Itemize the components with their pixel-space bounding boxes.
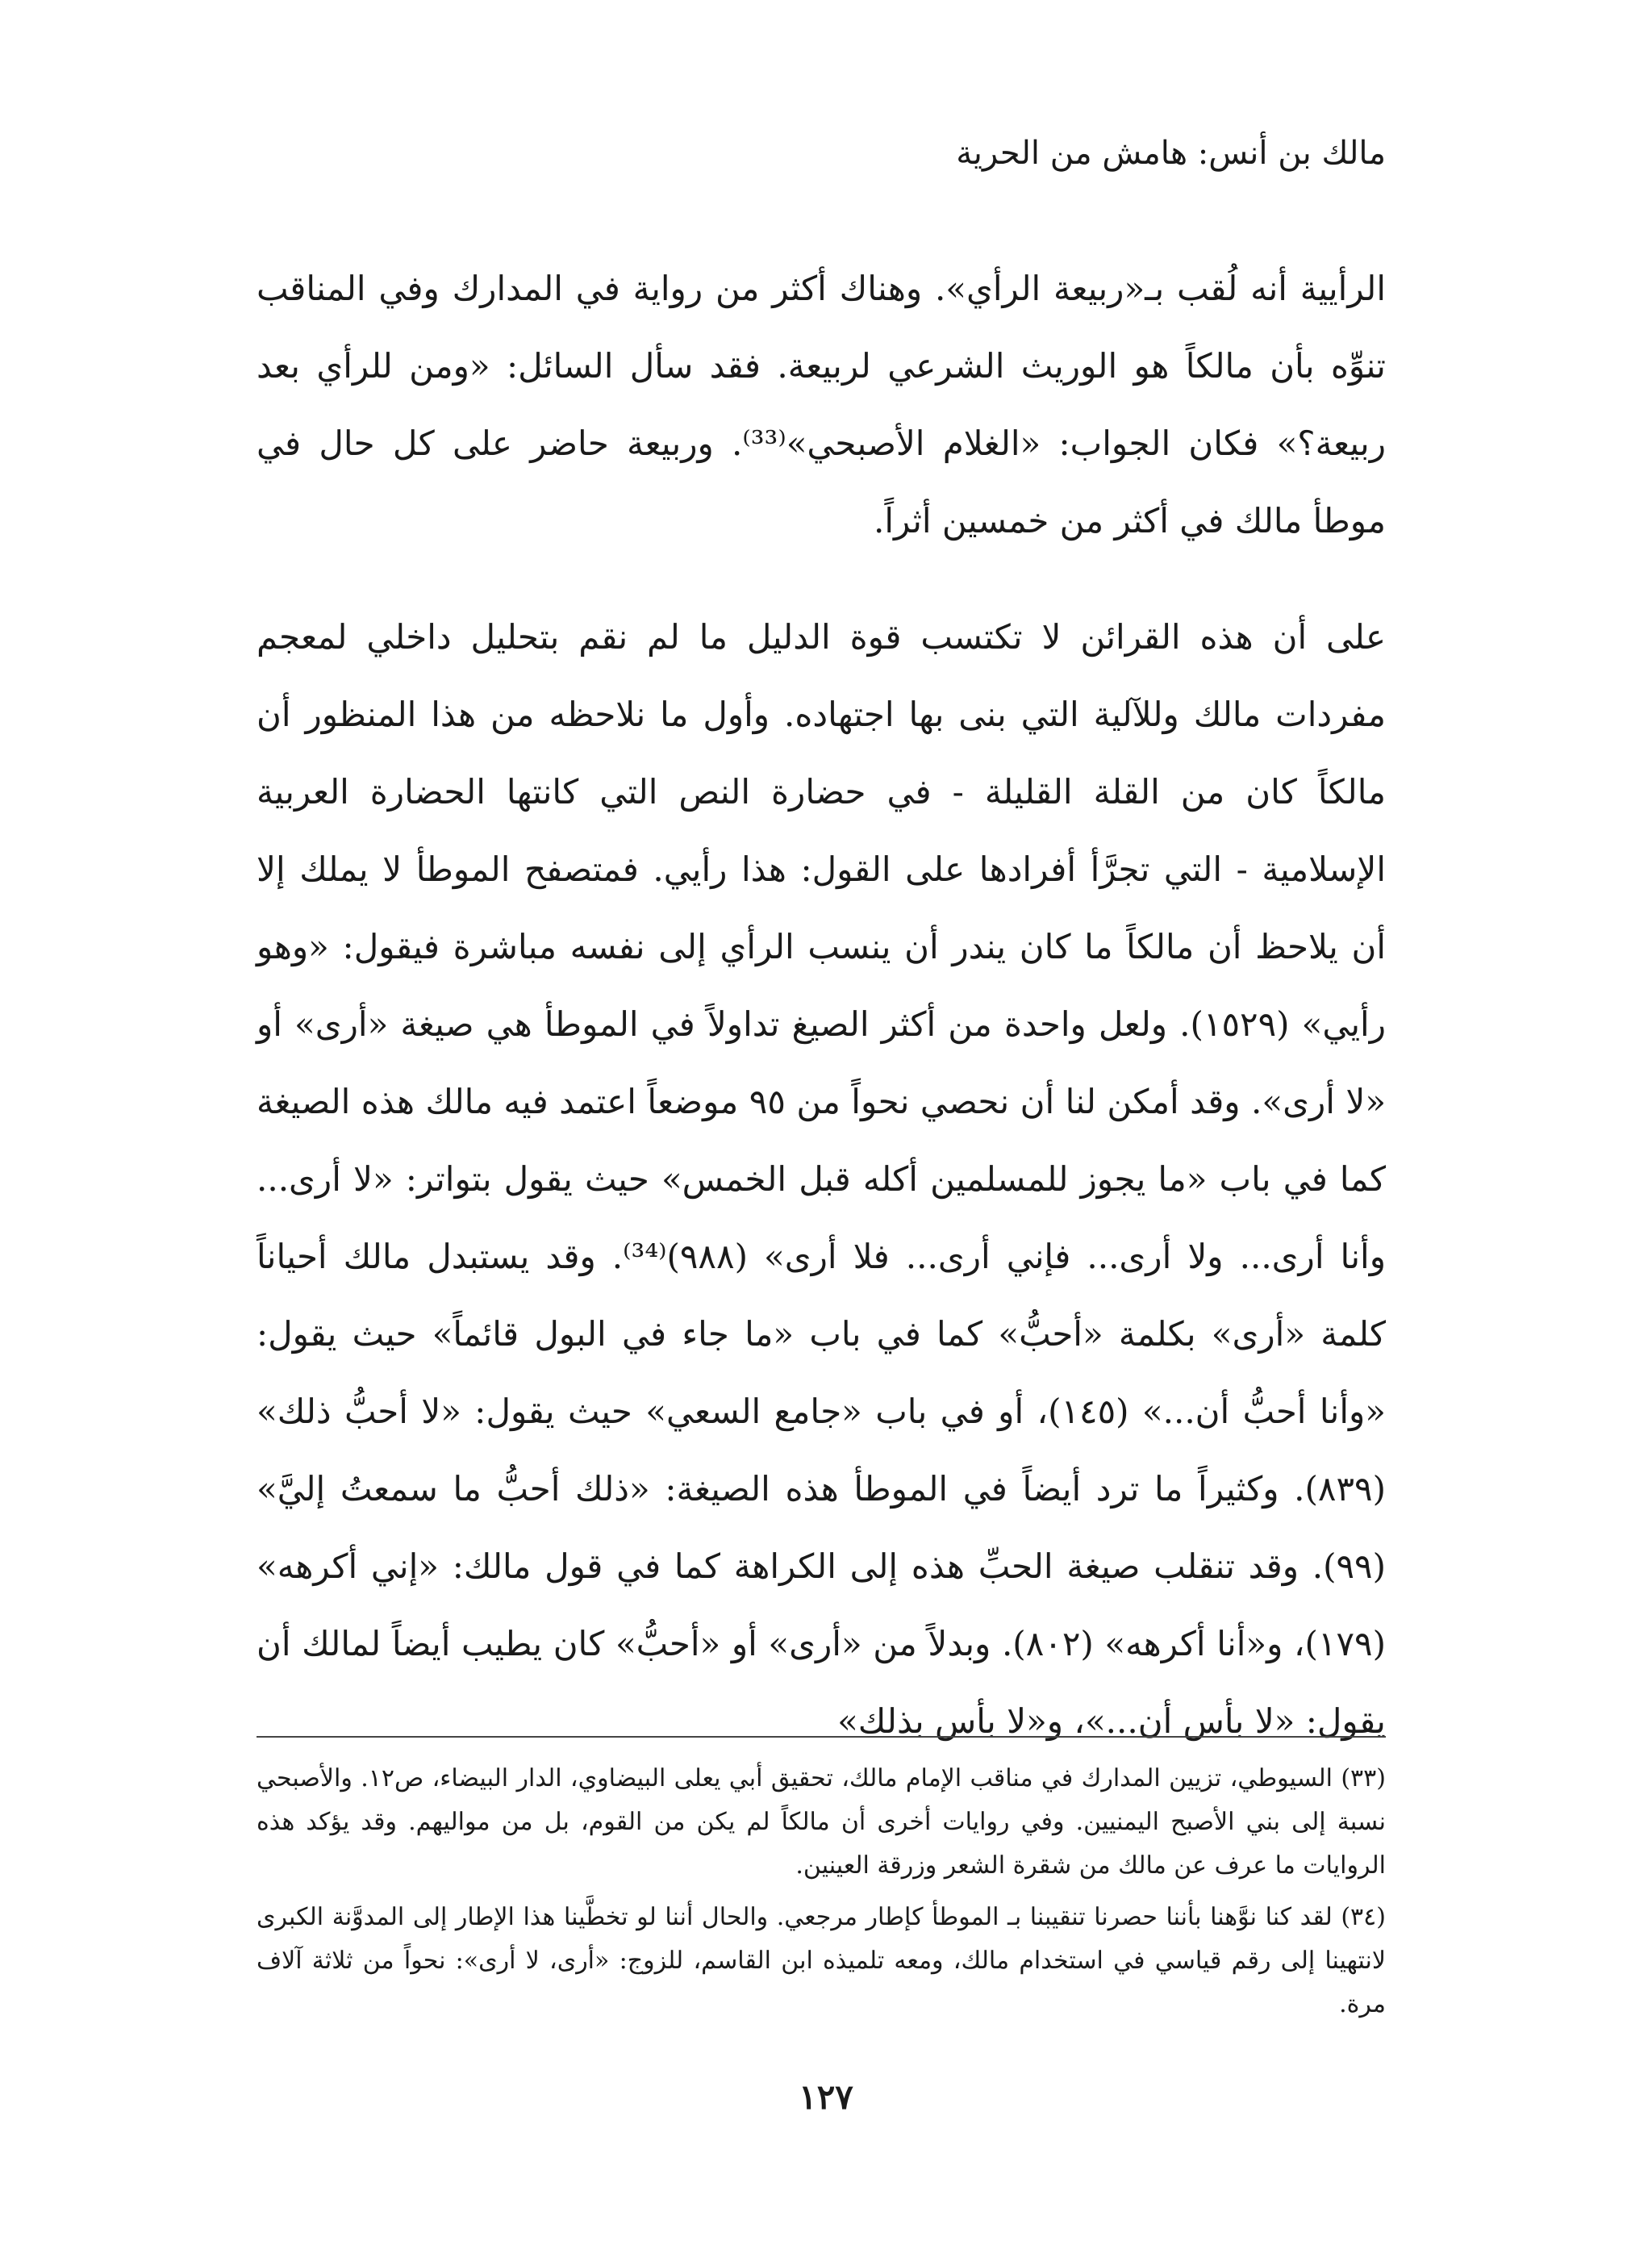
body-text bbox=[257, 250, 1386, 1760]
running-header: مالك بن أنس: هامش من الحرية bbox=[956, 135, 1386, 172]
footnotes bbox=[257, 1757, 1386, 2026]
paragraph-1: الرأيية أنه لُقب بـ«ربيعة الرأي». وهناك أكثر من رواية في المدارك وفي المناقب تنوِّه بأن مالكاً هو الوريث الشرعي لربيعة. فقد سأل السائل: «ومن للرأي بعد ربيعة؟» فكان الجواب: «الغلام الأصبحي»⁽³³⁾. وربيعة حاضر على كل حال في موطأ مالك في أكثر من خمسين أثراً. bbox=[257, 269, 1386, 540]
footnote-34: (٣٤) لقد كنا نوَّهنا بأننا حصرنا تنقيبنا بـ الموطأ كإطار مرجعي. والحال أننا لو تخطَّينا هذا الإطار إلى المدوَّنة الكبرى لانتهينا إلى رقم قياسي في استخدام مالك، ومعه تلميذه ابن القاسم، للزوج: «أرى، لا أرى»: نحواً من ثلاثة آلاف مرة. bbox=[257, 1903, 1386, 2018]
paragraph-2: على أن هذه القرائن لا تكتسب قوة الدليل ما لم نقم بتحليل داخلي لمعجم مفردات مالك وللآلية التي بنى بها اجتهاده. وأول ما نلاحظه من هذا المنظور أن مالكاً كان من القلة القليلة - في حضارة النص التي كانتها الحضارة العربية الإسلامية - التي تجرَّأ أفرادها على القول: هذا رأيي. فمتصفح الموطأ لا يملك إلا أن يلاحظ أن مالكاً ما كان يندر أن ينسب الرأي إلى نفسه مباشرة فيقول: «وهو رأيي» (١٥٢٩). ولعل واحدة من أكثر الصيغ تداولاً في الموطأ هي صيغة «أرى» أو «لا أرى». وقد أمكن لنا أن نحصي نحواً من ٩٥ موضعاً اعتمد فيه مالك هذه الصيغة كما في باب «ما يجوز للمسلمين أكله قبل الخمس» حيث يقول بتواتر: «لا أرى... وأنا أرى... ولا أرى... فإني أرى... فلا أرى» (٩٨٨)⁽³⁴⁾. وقد يستبدل مالك أحياناً كلمة «أرى» بكلمة «أحبُّ» كما في باب «ما جاء في البول قائماً» حيث يقول: «وأنا أحبُّ أن...» (١٤٥)، أو في باب «جامع السعي» حيث يقول: «لا أحبُّ ذلك» (٨٣٩). وكثيراً ما ترد أيضاً في الموطأ هذه الصيغة: «ذلك أحبُّ ما سمعتُ إليَّ» (٩٩). وقد تنقلب صيغة الحبِّ هذه إلى الكراهة كما في قول مالك: «إني أكرهه» (١٧٩)، و«أنا أكرهه» (٨٠٢). وبدلاً من «أرى» أو «أحبُّ» كان يطيب أيضاً لمالك أن يقول: «لا بأس أن...»، و«لا بأس بذلك» bbox=[257, 617, 1387, 1741]
footnote-separator bbox=[257, 1736, 1386, 1738]
footnote-33: (٣٣) السيوطي، تزيين المدارك في مناقب الإمام مالك، تحقيق أبي يعلى البيضاوي، الدار البيضاء، ص١٢. والأصبحي نسبة إلى بني الأصبح اليمنيين. وفي روايات أخرى أن مالكاً لم يكن من القوم، بل من مواليهم. وقد يؤكد هذه الروايات ما عرف عن مالك من شقرة الشعر وزرقة العينين. bbox=[257, 1764, 1386, 1880]
page-number: ١٢٧ bbox=[799, 2077, 853, 2117]
